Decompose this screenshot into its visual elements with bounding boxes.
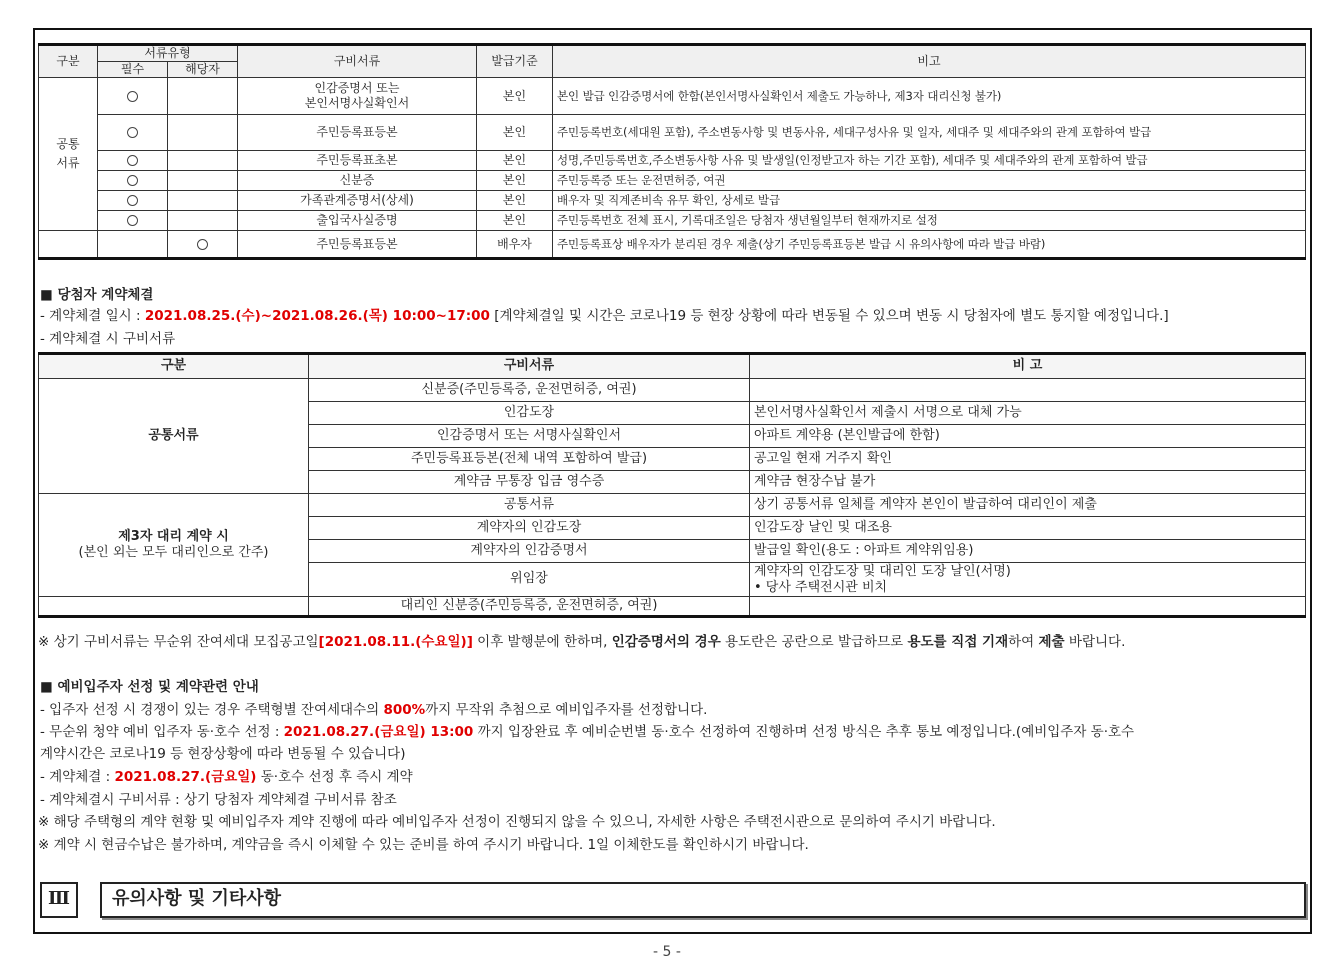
contract-documents-table: [38, 352, 1306, 618]
table-row: [39, 379, 1306, 402]
note-cell: 상기 공통서류 일체를 계약자 본인이 발급하여 대리인이 제출: [750, 494, 1306, 517]
reserve-line-1: - 입주자 선정 시 경쟁이 있는 경우 주택형별 잔여세대수의 800%까지 무작위 추첨으로 예비입주자를 선정합니다.: [40, 702, 708, 718]
document-cell: 대리인 신분증(주민등록증, 운전면허증, 여권): [309, 597, 750, 617]
required-cell: [98, 171, 168, 191]
document-cell: 주민등록표등본(전체 내역 포함하여 발급): [309, 448, 750, 471]
t2-header-documents: 구비서류: [309, 354, 750, 379]
reserve-heading: ■ 예비입주자 선정 및 계약관련 안내: [40, 679, 259, 695]
header-remarks: 비고: [553, 45, 1306, 78]
table-row: [39, 211, 1306, 231]
document-cell: 인감증명서 또는 본인서명사실확인서: [238, 78, 477, 115]
reserve-note-2: ※ 계약 시 현금수납은 불가하며, 계약금을 즉시 이체할 수 있는 준비를 하여 주시기 바랍니다. 1일 이체한도를 확인하시기 바랍니다.: [38, 837, 809, 853]
document-cell: 주민등록표등본: [238, 115, 477, 151]
applicable-cell: [168, 231, 238, 259]
note-cell: 주민등록번호(세대원 포함), 주소변동사항 및 변동사유, 세대구성사유 및 일자, 세대주 및 세대주와의 관계 포함하여 발급: [553, 115, 1306, 151]
table-row: [39, 231, 1306, 259]
basis-cell: 본인: [477, 78, 553, 115]
group-empty: [39, 231, 98, 259]
table-row: [39, 191, 1306, 211]
group-common-label: 공통서류: [39, 379, 309, 494]
document-cell: 출입국사실증명: [238, 211, 477, 231]
basis-cell: 본인: [477, 115, 553, 151]
check-circle-icon: [127, 91, 138, 102]
check-circle-icon: [127, 175, 138, 186]
document-cell: 계약자의 인감증명서: [309, 540, 750, 563]
document-cell: 신분증(주민등록증, 운전면허증, 여권): [309, 379, 750, 402]
required-cell: [98, 151, 168, 171]
basis-cell: 배우자: [477, 231, 553, 259]
check-circle-icon: [127, 155, 138, 166]
applicable-cell: [168, 211, 238, 231]
note-cell: 주민등록증 또는 운전면허증, 여권: [553, 171, 1306, 191]
document-cell: 인감도장: [309, 402, 750, 425]
header-doc-type: 서류유형: [98, 45, 238, 62]
note-cell: 발급일 확인(용도 : 아파트 계약위임용): [750, 540, 1306, 563]
check-circle-icon: [127, 127, 138, 138]
table-row: [39, 171, 1306, 191]
group-label: 공통 서류: [39, 78, 98, 231]
note-cell: [750, 597, 1306, 617]
contract-date-line: - 계약체결 일시 : 2021.08.25.(수)~2021.08.26.(목) 10:00~17:00 [계약체결일 및 시간은 코로나19 등 현장 상황에 따라 변동될 수 있으며 변동 시 당첨자에 별도 통지할 예정입니다.]: [40, 308, 1169, 324]
note-cell: 인감도장 날인 및 대조용: [750, 517, 1306, 540]
document-cell: 공통서류: [309, 494, 750, 517]
empty-cell: [39, 597, 309, 617]
applicable-cell: [168, 151, 238, 171]
table-row: [39, 78, 1306, 115]
note-cell: 성명,주민등록번호,주소변동사항 사유 및 발생일(인정받고자 하는 기간 포함), 세대주 및 세대주와의 관계 포함하여 발급: [553, 151, 1306, 171]
note-cell: 주민등록번호 전체 표시, 기록대조일은 당첨자 생년월일부터 현재까지로 설정: [553, 211, 1306, 231]
document-cell: 가족관계증명서(상세): [238, 191, 477, 211]
t2-header-category: 구분: [39, 354, 309, 379]
reserve-line-3: - 계약체결 : 2021.08.27.(금요일) 동·호수 선정 후 즉시 계약: [40, 769, 413, 785]
applicable-cell: [168, 115, 238, 151]
common-documents-table: [38, 43, 1306, 260]
required-cell: [98, 191, 168, 211]
note-cell: 본인 발급 인감증명서에 한함(본인서명사실확인서 제출도 가능하나, 제3자 대리신청 불가): [553, 78, 1306, 115]
note-cell: 공고일 현재 거주지 확인: [750, 448, 1306, 471]
contract-docs-line: - 계약체결 시 구비서류: [40, 331, 176, 347]
check-circle-icon: [197, 239, 208, 250]
note-cell: [750, 379, 1306, 402]
table-row: [39, 151, 1306, 171]
header-issue-basis: 발급기준: [477, 45, 553, 78]
basis-cell: 본인: [477, 191, 553, 211]
section-number: Ⅲ: [40, 882, 78, 918]
required-cell: [98, 211, 168, 231]
note-cell: 본인서명사실확인서 제출시 서명으로 대체 가능: [750, 402, 1306, 425]
basis-cell: 본인: [477, 211, 553, 231]
applicable-cell: [168, 78, 238, 115]
required-cell: [98, 115, 168, 151]
header-category: 구분: [39, 45, 98, 78]
reserve-line-4: - 계약체결시 구비서류 : 상기 당첨자 계약체결 구비서류 참조: [40, 792, 397, 808]
header-required: 필수: [98, 62, 168, 78]
note-cell: 계약금 현장수납 불가: [750, 471, 1306, 494]
basis-cell: 본인: [477, 151, 553, 171]
document-cell: 인감증명서 또는 서명사실확인서: [309, 425, 750, 448]
note-cell: 배우자 및 직계존비속 유무 확인, 상세로 발급: [553, 191, 1306, 211]
note-cell: 계약자의 인감도장 및 대리인 도장 날인(서명) • 당사 주택전시관 비치: [750, 563, 1306, 597]
check-circle-icon: [127, 215, 138, 226]
header-applicable: 해당자: [168, 62, 238, 78]
group-proxy-label: 제3자 대리 계약 시 (본인 외는 모두 대리인으로 간주): [39, 494, 309, 597]
applicable-cell: [168, 171, 238, 191]
table-row: [39, 597, 1306, 617]
reserve-note-1: ※ 해당 주택형의 계약 현황 및 예비입주자 계약 진행에 따라 예비입주자 선정이 진행되지 않을 수 있으니, 자세한 사항은 주택전시관으로 문의하여 주시기 바랍니다.: [38, 814, 996, 830]
table-row: [39, 494, 1306, 517]
table-row: [39, 115, 1306, 151]
header-documents: 구비서류: [238, 45, 477, 78]
reserve-line-2: - 무순위 청약 예비 입주자 동·호수 선정 : 2021.08.27.(금요일) 13:00 까지 입장완료 후 예비순번별 동·호수 선정하여 진행하며 선정 방식은 추후 통보 예정입니다.(예비입주자 동·호수: [40, 724, 1135, 740]
contract-heading: ■ 당첨자 계약체결: [40, 287, 154, 303]
check-circle-icon: [127, 195, 138, 206]
document-cell: 주민등록표등본: [238, 231, 477, 259]
page-number: - 5 -: [653, 944, 681, 960]
required-cell: [98, 78, 168, 115]
basis-cell: 본인: [477, 171, 553, 191]
document-cell: 계약자의 인감도장: [309, 517, 750, 540]
note-cell: 아파트 계약용 (본인발급에 한함): [750, 425, 1306, 448]
t2-header-remarks: 비 고: [750, 354, 1306, 379]
document-cell: 신분증: [238, 171, 477, 191]
footnote-documents: ※ 상기 구비서류는 무순위 잔여세대 모집공고일[2021.08.11.(수요일)] 이후 발행분에 한하며, 인감증명서의 경우 용도란은 공란으로 발급하므로 용도를 직접 기재하여 제출 바랍니다.: [38, 634, 1126, 650]
applicable-cell: [168, 191, 238, 211]
document-cell: 계약금 무통장 입금 영수증: [309, 471, 750, 494]
reserve-line-2b: 계약시간은 코로나19 등 현장상황에 따라 변동될 수 있습니다): [40, 746, 406, 762]
section-title: 유의사항 및 기타사항: [100, 882, 1306, 918]
required-cell: [98, 231, 168, 259]
note-cell: 주민등록표상 배우자가 분리된 경우 제출(상기 주민등록표등본 발급 시 유의사항에 따라 발급 바람): [553, 231, 1306, 259]
document-cell: 주민등록표초본: [238, 151, 477, 171]
document-cell: 위임장: [309, 563, 750, 597]
